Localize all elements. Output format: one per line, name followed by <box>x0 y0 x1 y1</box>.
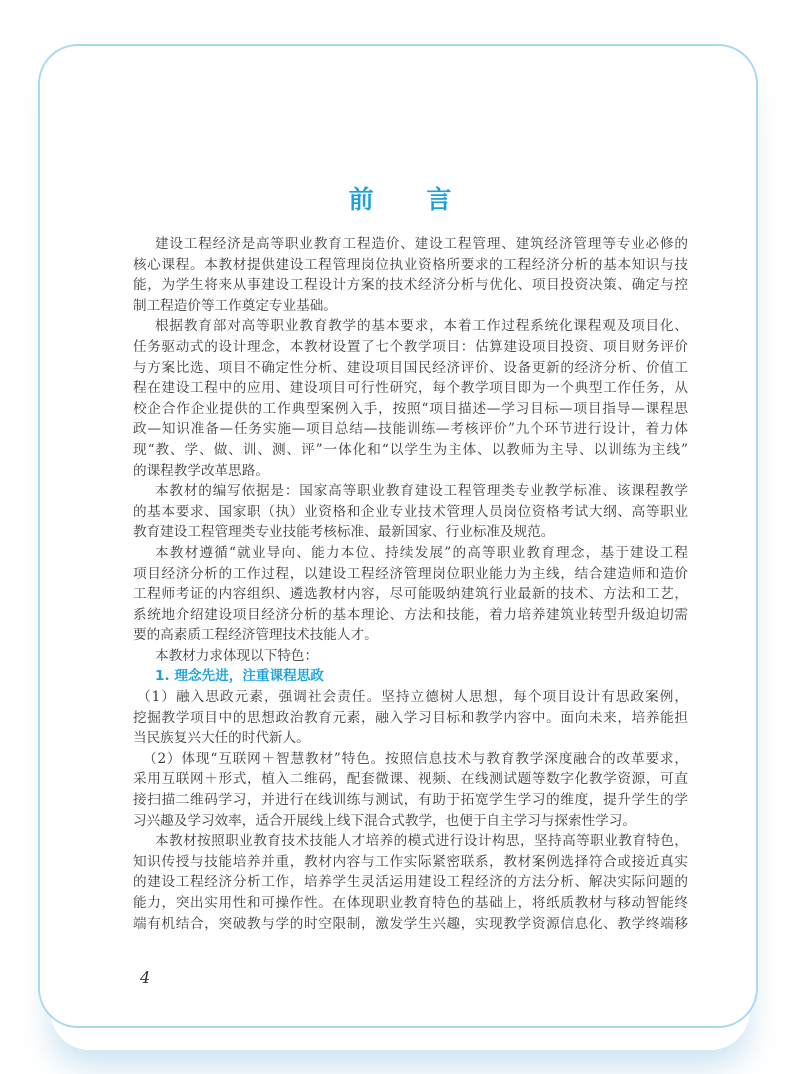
text-line: 程在建设工程中的应用、建设项目可行性研究，每个教学项目即为一个典型工作任务，从 <box>133 380 688 397</box>
text-line: 接扫描二维码学习，并进行在线训练与测试，有助于拓宽学生学习的维度，提升学生的学 <box>133 792 688 809</box>
paragraph <box>133 831 688 934</box>
section-heading <box>133 666 688 687</box>
preface-body <box>133 234 688 934</box>
paragraph <box>133 543 688 646</box>
text-line: 现“教、学、做、训、测、评”一体化和“以学生为主体、以教师为主导、以训练为主线” <box>133 441 688 458</box>
text-line: （2）体现“互联网＋智慧教材”特色。按照信息技术与教育教学深度融合的改革要求， <box>143 750 688 767</box>
text-line: 核心课程。本教材提供建设工程管理岗位执业资格所要求的工程经济分析的基本知识与技 <box>133 256 688 273</box>
paragraph <box>133 234 688 316</box>
text-line: 能，为学生将来从事建设工程设计方案的技术经济分析与优化、项目投资决策、确定与控 <box>133 277 688 294</box>
text-line: 端有机结合，突破教与学的时空限制，激发学生兴趣，实现教学资源信息化、教学终端移 <box>133 915 688 932</box>
text-line: （1）融入思政元素，强调社会责任。坚持立德树人思想，每个项目设计有思政案例， <box>137 689 688 706</box>
text-line: 1. 理念先进，注重课程思政 <box>155 668 324 685</box>
text-line: 校企合作企业提供的工作典型案例入手，按照“项目描述—学习目标—项目指导—课程思 <box>133 400 688 417</box>
text-line: 本教材力求体现以下特色： <box>155 647 319 664</box>
text-line: 习兴趣及学习效率，适合开展线上线下混合式教学，也便于自主学习与探索性学习。 <box>133 812 636 829</box>
text-line: 与方案比选、项目不确定性分析、建设项目国民经济评价、设备更新的经济分析、价值工 <box>133 359 688 376</box>
text-line: 建设工程经济是高等职业教育工程造价、建设工程管理、建筑经济管理等专业必修的 <box>155 236 688 252</box>
text-line: 项目经济分析的工作过程，以建设工程经济管理岗位职业能力为主线，结合建造师和造价 <box>133 565 688 582</box>
text-line: 本教材的编写依据是：国家高等职业教育建设工程管理类专业教学标准、该课程教学 <box>155 483 688 500</box>
text-line: 制工程造价等工作奠定专业基础。 <box>133 297 337 314</box>
text-line: 政—知识准备—任务实施—项目总结—技能训练—考核评价”九个环节进行设计，着力体 <box>133 421 688 438</box>
page-title: 前 言 <box>348 185 474 214</box>
text-line: 教育建设工程管理类专业技能考核标准、最新国家、行业标准及规范。 <box>133 524 555 541</box>
text-line: 的建设工程经济分析工作，培养学生灵活运用建设工程经济的方法分析、解决实际问题的 <box>133 874 688 891</box>
text-line: 的课程教学改革思路。 <box>133 462 269 479</box>
text-line: 系统地介绍建设项目经济分析的基本理论、方法和技能，着力培养建筑业转型升级迫切需 <box>133 606 688 623</box>
text-line: 挖掘教学项目中的思想政治教育元素，融入学习目标和教学内容中。面向未来，培养能担 <box>133 709 688 726</box>
text-line: 知识传授与技能培养并重，教材内容与工作实际紧密联系，教材案例选择符合或接近真实 <box>133 853 688 870</box>
text-line: 本教材遵循“就业导向、能力本位、持续发展”的高等职业教育理念，基于建设工程 <box>155 544 688 561</box>
text-line: 当民族复兴大任的时代新人。 <box>133 730 310 747</box>
paragraph <box>133 316 688 481</box>
text-line: 根据教育部对高等职业教育教学的基本要求，本着工作过程系统化课程观及项目化、 <box>155 318 688 335</box>
paragraph <box>133 646 688 667</box>
paragraph <box>133 687 688 749</box>
text-line: 采用互联网＋形式，植入二维码，配套微课、视频、在线测试题等数字化教学资源，可直 <box>133 771 688 788</box>
paragraph <box>133 749 688 831</box>
text-line: 本教材按照职业教育技术技能人才培养的模式进行设计构思，坚持高等职业教育特色， <box>155 833 688 850</box>
text-line: 任务驱动式的设计理念，本教材设置了七个教学项目：估算建设项目投资、项目财务评价 <box>133 338 688 355</box>
text-line: 的基本要求、国家职（执）业资格和企业专业技术管理人员岗位资格考试大纲、高等职业 <box>133 503 688 520</box>
paragraph <box>133 481 688 543</box>
text-line: 能力，突出实用性和可操作性。在体现职业教育特色的基础上，将纸质教材与移动智能终 <box>133 895 688 911</box>
text-line: 要的高素质工程经济管理技术技能人才。 <box>133 627 378 644</box>
page-number: 4 <box>140 968 151 987</box>
text-line: 工程师考证的内容组织、遴选教材内容，尽可能吸纳建筑行业最新的技术、方法和工艺， <box>133 586 688 603</box>
